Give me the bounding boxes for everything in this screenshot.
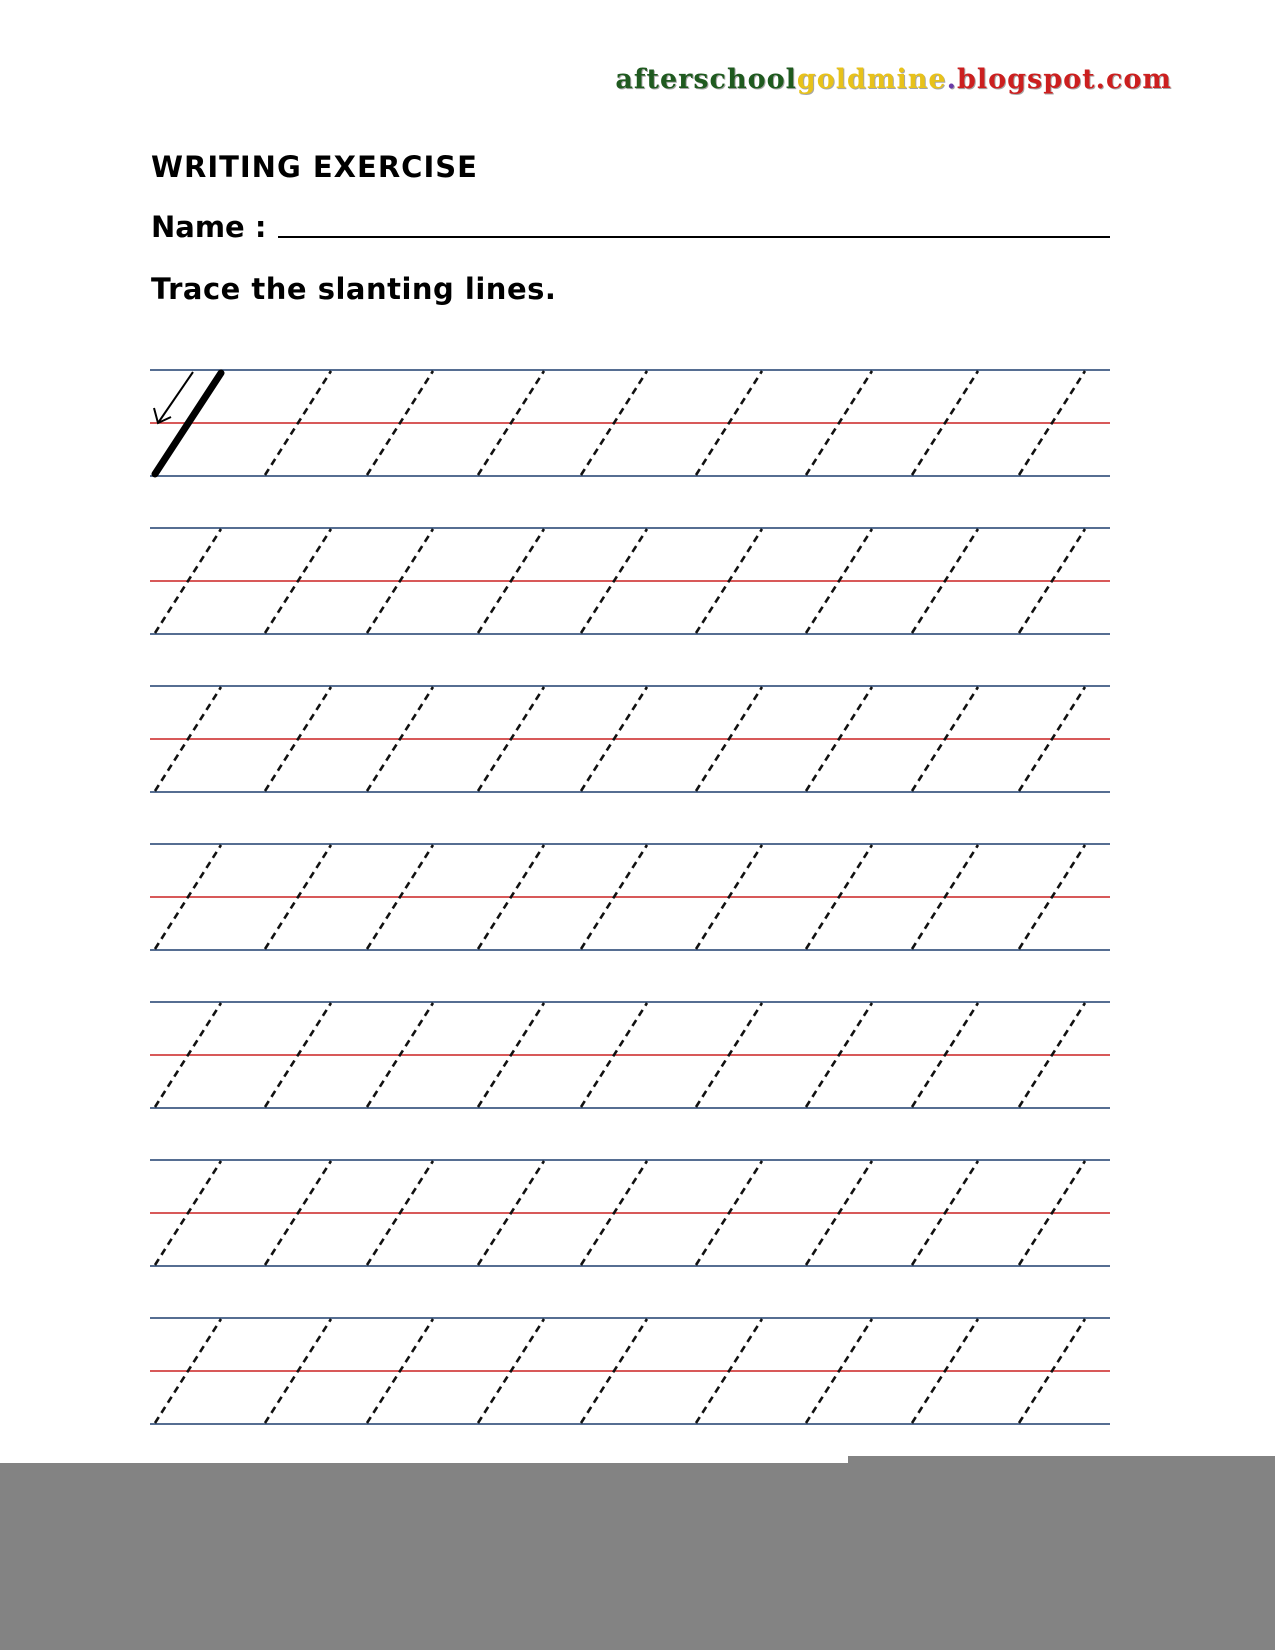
direction-arrow-shaft [158, 372, 193, 423]
worksheet-title: WRITING EXERCISE [151, 150, 478, 184]
name-label: Name : [151, 210, 267, 244]
logo-part-blogspot: blogspot.com [956, 64, 1172, 95]
logo-part-goldmine: goldmine [796, 64, 947, 95]
logo-part-afterschool: afterschool [615, 64, 797, 95]
logo-part-dot: . [946, 64, 957, 95]
footer-band [0, 1463, 1275, 1650]
instruction-text: Trace the slanting lines. [151, 272, 557, 306]
